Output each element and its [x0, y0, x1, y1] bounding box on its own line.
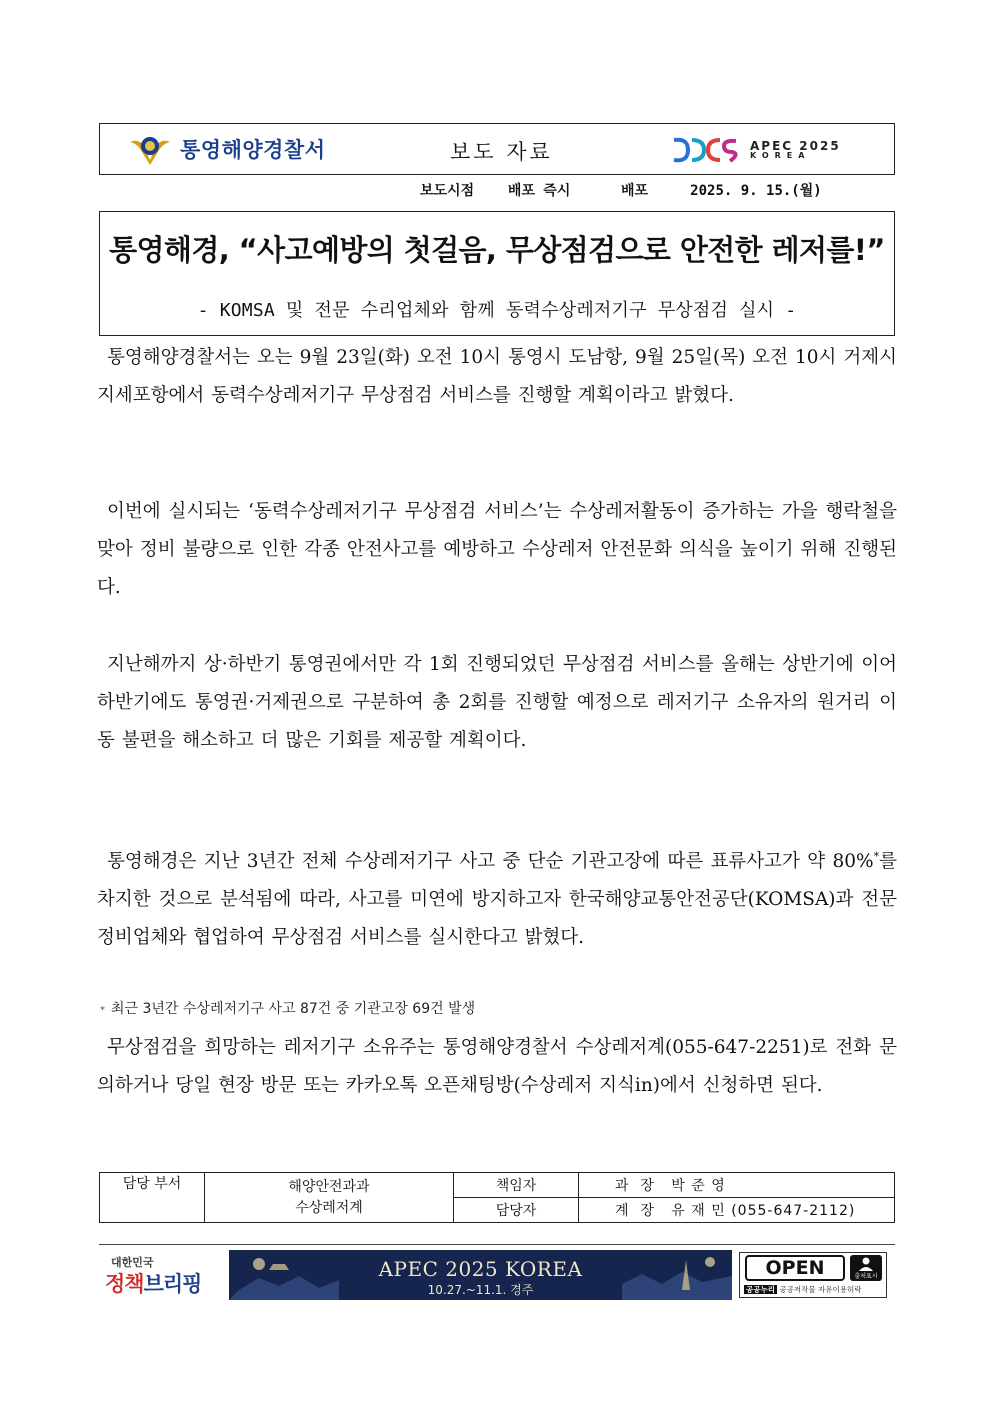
- footnote-mark: *: [100, 1005, 105, 1016]
- kogl-text: 공공저작물 자유이용허락: [779, 1285, 862, 1294]
- kogl-tag: 공공누리: [746, 1285, 775, 1294]
- body-paragraph-4-part-b: 를 차지한 것으로 분석됨에 따라, 사고를 미연에 방지하고자 한국해양교통안전공단(KOMSA)과 전문 정비업체와 협업하여 무상점검 서비스를 실시한다고 밝혔다.: [97, 851, 897, 949]
- attribution-label: 출처표시: [854, 1273, 878, 1280]
- banner-date: 10.27.~11.1. 경주: [427, 1283, 534, 1297]
- contact-table: [99, 1172, 895, 1223]
- agency-name: 통영해양경찰서: [180, 138, 326, 162]
- policy-briefing-logo: [99, 1250, 223, 1300]
- release-info: [420, 180, 822, 200]
- body-paragraph-4: [97, 838, 897, 957]
- dept-value: [205, 1173, 454, 1223]
- apec-line1: APEC 2025: [750, 138, 841, 153]
- briefing-big-text-part2: 브리핑: [143, 1272, 202, 1296]
- doc-type-label: 보도 자료: [450, 140, 553, 164]
- headline-box: [99, 211, 895, 336]
- footnote-text: 최근 3년간 수상레저기구 사고 87건 중 기관고장 69건 발생: [111, 1001, 476, 1017]
- officer-label: 담당자: [454, 1198, 579, 1223]
- dept-line1: 해양안전과과: [288, 1178, 370, 1195]
- officer-value: 계 장 유 재 민 (055-647-2112): [579, 1198, 895, 1223]
- body-paragraph-1: 통영해양경찰서는 오는 9월 23일(화) 오전 10시 통영시 도남항, 9월 25일(목) 오전 10시 거제시 지세포항에서 동력수상레저기구 무상점검 서비스를 진행할 계획이라고 밝혔다.: [97, 347, 897, 406]
- body-paragraph-4-part-a: 통영해경은 지난 3년간 전체 수상레저기구 사고 중 단순 기관고장에 따른 표류사고가 약 80%: [107, 851, 874, 873]
- footnote-marker: *: [873, 850, 880, 863]
- open-sub: [744, 1284, 861, 1295]
- dept-label: 담당 부서: [100, 1173, 205, 1223]
- release-time-label: 보도시점: [420, 183, 475, 199]
- body-paragraph-5: 무상점검을 희망하는 레저기구 소유주는 통영해양경찰서 수상레저계(055-647-2251)로 전화 문의하거나 당일 현장 방문 또는 카카오톡 오픈채팅방(수상레저 지식in)에서 신청하면 된다.: [97, 1037, 897, 1096]
- responsible-value: 과 장 박 준 영: [579, 1173, 895, 1198]
- header-box: [99, 123, 895, 175]
- briefing-big-text: [105, 1268, 201, 1298]
- open-label: OPEN: [745, 1255, 845, 1281]
- kogl-open-badge: [739, 1252, 887, 1298]
- footer: [99, 1250, 895, 1300]
- release-time-value: 배포 즉시: [507, 183, 571, 199]
- apec-banner: [229, 1250, 732, 1300]
- responsible-label: 책임자: [454, 1173, 579, 1198]
- attribution-icon: [850, 1255, 882, 1281]
- release-date-value: 2025. 9. 15.(월): [690, 183, 822, 199]
- release-date-label: 배포: [620, 183, 648, 199]
- coast-guard-emblem-icon: [128, 132, 172, 166]
- footer-divider: [99, 1244, 895, 1245]
- body-paragraph-3: 지난해까지 상·하반기 통영권에서만 각 1회 진행되었던 무상점검 서비스를 올해는 상반기에 이어 하반기에도 통영권·거제권으로 구분하여 총 2회를 진행할 예정으로 레저기구 소유자의 원거리 이동 불편을 해소하고 더 많은 기회를 제공할 계획이다.: [97, 654, 897, 751]
- briefing-big-text-part1: 정책: [105, 1272, 144, 1296]
- headline-title: 통영해경, “사고예방의 첫걸음, 무상점검으로 안전한 레저를!”: [109, 233, 885, 267]
- apec-swirl-icon: [670, 134, 742, 166]
- apec-logo: [670, 133, 841, 167]
- footnote: [100, 998, 475, 1018]
- banner-title: APEC 2025 KOREA: [378, 1257, 583, 1281]
- agency-logo: [128, 132, 326, 166]
- headline-subtitle: - KOMSA 및 전문 수리업체와 함께 동력수상레저기구 무상점검 실시 -: [197, 300, 797, 321]
- dept-line2: 수상레저계: [295, 1199, 363, 1216]
- apec-line2: KOREA: [750, 151, 811, 161]
- briefing-small-text: 대한민국: [111, 1256, 154, 1269]
- body-paragraph-2: 이번에 실시되는 ‘동력수상레저기구 무상점검 서비스’는 수상레저활동이 증가하는 가을 행락철을 맞아 정비 불량으로 인한 각종 안전사고를 예방하고 수상레저 안전문화 의식을 높이기 위해 진행된다.: [97, 501, 897, 598]
